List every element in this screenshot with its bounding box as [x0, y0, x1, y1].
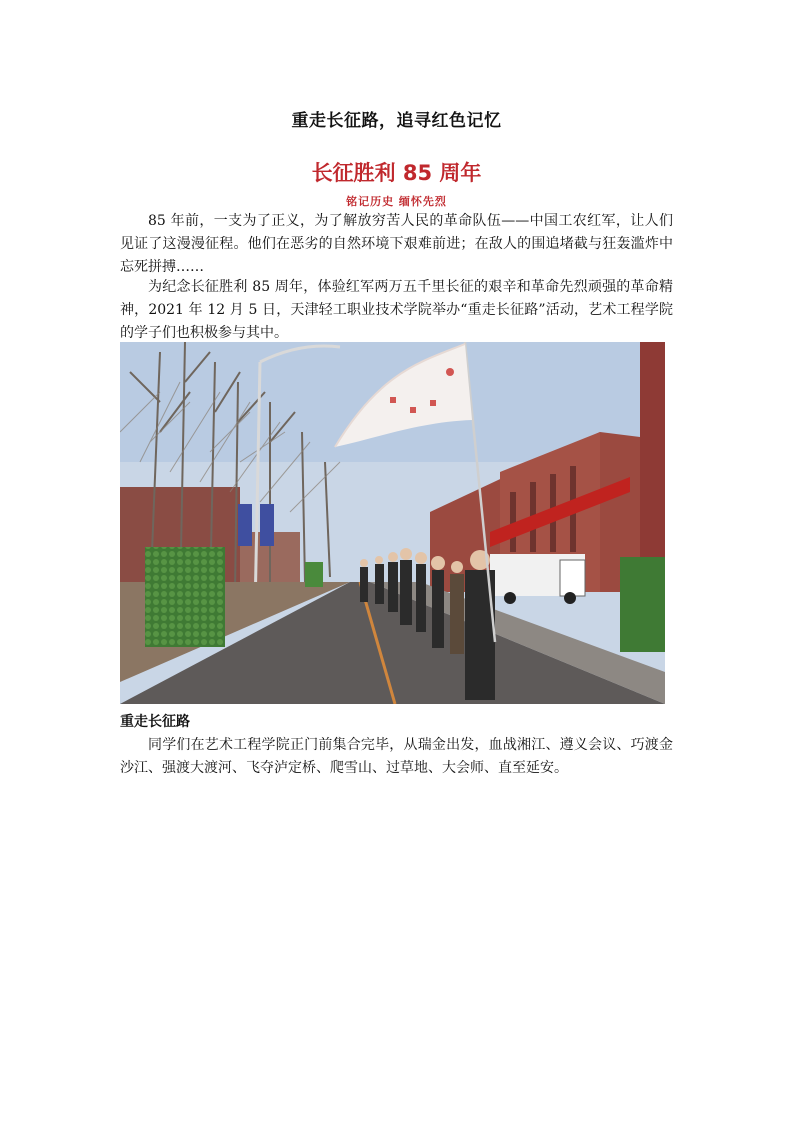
headline: 长征胜利 85 周年: [311, 161, 482, 185]
event-photo: [120, 342, 665, 704]
paragraph-intro: 85 年前，一支为了正义，为了解放穷苦人民的革命队伍——中国工农红军，让人们见证了这漫漫征程。他们在恶劣的自然环境下艰难前进；在敌人的围追堵截与狂轰滥炸中忘死拼搏……: [120, 213, 673, 275]
section-heading: 重走长征路: [120, 714, 190, 730]
paragraph-route: 同学们在艺术工程学院正门前集合完毕，从瑞金出发，血战湘江、遵义会议、巧渡金沙江、强渡大渡河、飞夺泸定桥、爬雪山、过草地、大会师、直至延安。: [120, 737, 673, 776]
subheadline: 铭记历史 缅怀先烈: [346, 195, 447, 208]
page-title: 重走长征路，追寻红色记忆: [291, 111, 502, 131]
paragraph-event: 为纪念长征胜利 85 周年，体验红军两万五千里长征的艰辛和革命先烈顽强的革命精神，2021 年 12 月 5 日，天津轻工职业技术学院举办“重走长征路”活动，艺术工程学院的学子们也积极参与其中。: [120, 279, 673, 341]
